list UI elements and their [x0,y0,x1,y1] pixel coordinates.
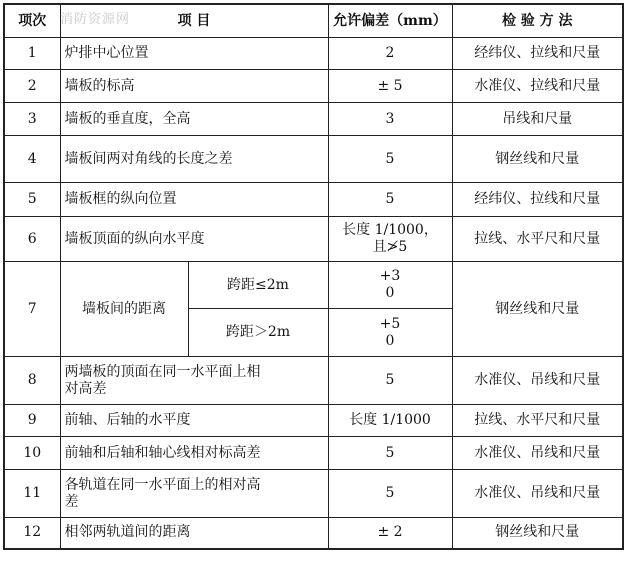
table-row [4,262,623,309]
table-row [4,136,623,183]
row-no: 8 [4,357,60,405]
row-method: 吊线和尺量 [452,103,623,136]
row-subitem: 跨距＞2m [188,309,328,357]
header-method: 检 验 方 法 [452,4,623,38]
tolerance-line: +5 [379,315,401,332]
row-no: 10 [4,437,60,470]
table-row [4,437,623,470]
table-row [4,183,623,217]
row-method: 钢丝线和尺量 [452,518,623,549]
item-line: 两墙板的顶面在同一水平面上相 [64,363,261,380]
row-item [60,357,328,405]
table-row [4,405,623,437]
row-no: 9 [4,405,60,437]
row-item: 前轴、后轴的水平度 [60,405,328,437]
row-method: 钢丝线和尺量 [452,136,623,183]
row-no: 12 [4,518,60,549]
row-tolerance: 5 [328,357,452,405]
row-no: 3 [4,103,60,136]
row-no: 11 [4,470,60,518]
row-method: 拉线、水平尺和尺量 [452,405,623,437]
table-row [4,357,623,405]
row-item: 墙板的标高 [60,70,328,103]
row-item: 墙板间的距离 [60,262,188,357]
tolerance-line: 0 [385,332,395,349]
row-tolerance: ± 2 [328,518,452,549]
table-row [4,470,623,518]
item-line: 差 [64,493,79,510]
row-tolerance: ± 5 [328,70,452,103]
row-item: 墙板顶面的纵向水平度 [60,217,328,262]
row-item [60,470,328,518]
item-line: 各轨道在同一水平面上的相对高 [64,476,261,493]
row-no: 2 [4,70,60,103]
table-row [4,70,623,103]
row-method: 水准仪、吊线和尺量 [452,470,623,518]
row-no: 1 [4,38,60,70]
tolerance-line: +3 [379,268,401,284]
row-tolerance: 5 [328,136,452,183]
tolerance-line: 长度 1/1000， [342,222,438,238]
row-tolerance: 5 [328,470,452,518]
tolerance-line: 且≯5 [372,239,408,255]
row-tolerance [328,217,452,262]
row-method: 经纬仪、拉线和尺量 [452,183,623,217]
row-no: 4 [4,136,60,183]
row-item: 墙板框的纵向位置 [60,183,328,217]
table-row [4,103,623,136]
row-no: 6 [4,217,60,262]
row-no: 5 [4,183,60,217]
row-tolerance [328,262,452,309]
row-item: 前轴和后轴和轴心线相对标高差 [60,437,328,470]
row-tolerance [328,309,452,357]
row-no: 7 [4,262,60,357]
row-item: 相邻两轨道间的距离 [60,518,328,549]
item-line: 对高差 [64,380,107,397]
row-item: 墙板间两对角线的长度之差 [60,136,328,183]
header-tolerance: 允许偏差（mm） [328,4,452,38]
row-tolerance: 5 [328,437,452,470]
row-tolerance: 长度 1/1000 [328,405,452,437]
row-item: 炉排中心位置 [60,38,328,70]
table-row [4,38,623,70]
row-tolerance: 2 [328,38,452,70]
header-no: 项次 [4,4,60,38]
table-row [4,518,623,549]
table-row [4,217,623,262]
watermark-text: 消防资源网 [60,12,131,27]
row-tolerance: 3 [328,103,452,136]
row-method: 钢丝线和尺量 [452,262,623,357]
header-item: 项 目 [60,4,328,38]
row-method: 拉线、水平尺和尺量 [452,217,623,262]
tolerance-table [3,3,624,550]
row-method: 水准仪、吊线和尺量 [452,357,623,405]
row-item: 墙板的垂直度，全高 [60,103,328,136]
row-method: 水准仪、拉线和尺量 [452,70,623,103]
row-method: 水准仪、吊线和尺量 [452,437,623,470]
row-tolerance: 5 [328,183,452,217]
row-method: 经纬仪、拉线和尺量 [452,38,623,70]
row-subitem: 跨距≤2m [188,262,328,309]
tolerance-line: 0 [385,285,395,301]
